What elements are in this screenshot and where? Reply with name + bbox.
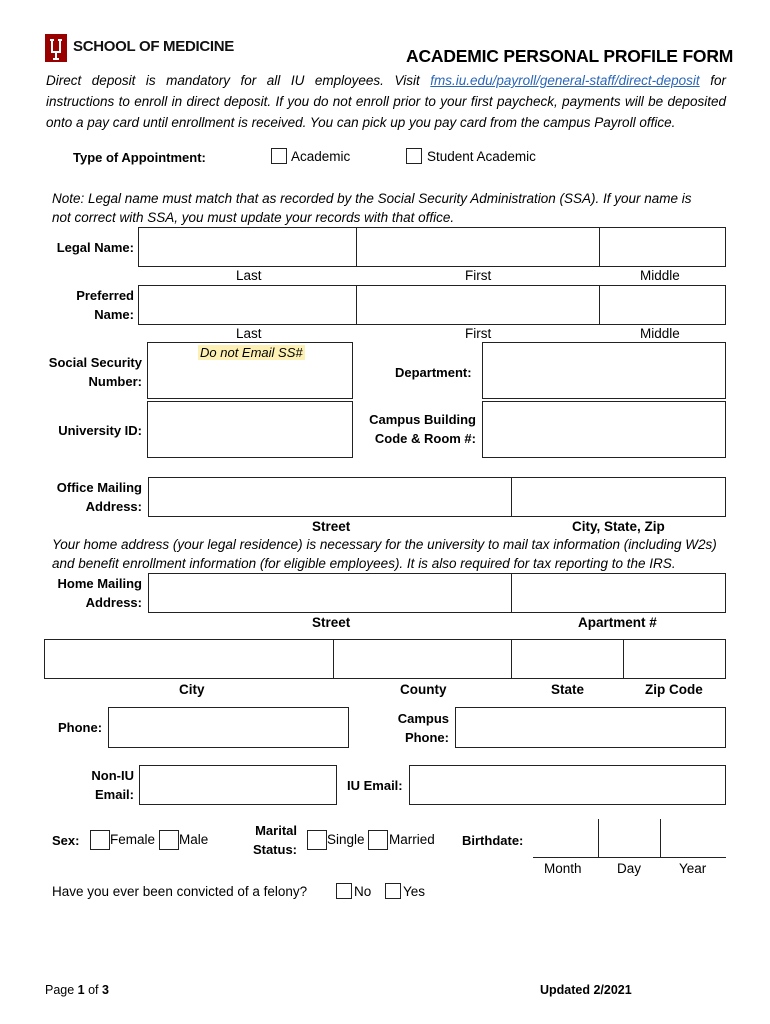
intro-paragraph — [46, 70, 726, 133]
home-state-caption: State — [551, 682, 585, 697]
single-checkbox[interactable] — [307, 830, 327, 850]
non-iu-email-label — [60, 766, 134, 804]
iu-email-label: IU Email: — [347, 778, 403, 793]
home-address-line2: Address: — [85, 595, 142, 610]
trident-icon — [45, 34, 67, 62]
form-title: ACADEMIC PERSONAL PROFILE FORM — [406, 46, 734, 66]
home-county-input[interactable] — [335, 641, 510, 677]
office-address-line1: Office Mailing — [56, 480, 142, 495]
legal-middle-input[interactable] — [601, 229, 725, 265]
department-input[interactable] — [482, 342, 726, 399]
non-iu-email-line1: Non-IU — [91, 768, 134, 783]
single-label: Single — [327, 832, 365, 847]
birthdate-year-caption: Year — [679, 861, 707, 876]
campus-phone-line2: Phone: — [404, 730, 449, 745]
phone-label: Phone: — [58, 720, 103, 735]
iu-logo-mark — [45, 34, 67, 62]
felony-no-label: No — [354, 884, 372, 899]
non-iu-email-input[interactable] — [139, 765, 337, 805]
campus-building-label — [355, 410, 476, 448]
ssn-label-line2: Number: — [88, 374, 142, 389]
felony-no-checkbox[interactable] — [336, 883, 352, 899]
birthdate-month-caption: Month — [544, 861, 582, 876]
preferred-label-line2: Name: — [94, 307, 134, 322]
home-city-input[interactable] — [46, 641, 332, 677]
legal-middle-caption: Middle — [640, 268, 680, 283]
preferred-last-input[interactable] — [140, 287, 355, 323]
married-label: Married — [389, 832, 435, 847]
student-academic-label: Student Academic — [427, 149, 536, 164]
campus-building-line2: Code & Room #: — [374, 431, 476, 446]
legal-last-input[interactable] — [140, 229, 355, 265]
birthdate-month-input[interactable] — [534, 821, 597, 856]
legal-name-note: Note: Legal name must match that as recorded by the Social Security Administration (SSA). If your name is not correct with SSA, you must update your records with that office. — [52, 191, 692, 225]
sex-label: Sex: — [52, 833, 80, 848]
preferred-middle-input[interactable] — [601, 287, 725, 323]
preferred-name-label — [30, 286, 134, 324]
office-address-label — [30, 478, 142, 516]
university-id-input[interactable] — [147, 401, 353, 458]
home-address-label — [30, 574, 142, 612]
office-street-input[interactable] — [150, 479, 510, 515]
marital-line2: Status: — [252, 842, 297, 857]
married-checkbox[interactable] — [368, 830, 388, 850]
home-apartment-input[interactable] — [513, 575, 725, 611]
female-label: Female — [110, 832, 156, 847]
legal-name-label: Legal Name: — [56, 240, 134, 255]
legal-last-caption: Last — [236, 268, 262, 283]
preferred-first-input[interactable] — [358, 287, 598, 323]
birthdate-day-input[interactable] — [600, 821, 659, 856]
campus-building-line1: Campus Building — [369, 412, 476, 427]
female-checkbox[interactable] — [90, 830, 110, 850]
page-current: 1 — [77, 983, 85, 997]
non-iu-email-line2: Email: — [94, 787, 134, 802]
male-label: Male — [179, 832, 209, 847]
home-county-caption: County — [400, 682, 447, 697]
felony-yes-checkbox[interactable] — [385, 883, 401, 899]
phone-input[interactable] — [108, 707, 349, 748]
intro-text-end: for instructions to enroll in direct deposit. If you do not enroll prior to your first paycheck, payments will be deposited onto a pay card until enrollment is received. You can pick up you pay card from the campus Payroll office. — [46, 73, 726, 130]
iu-email-input[interactable] — [409, 765, 726, 805]
preferred-middle-caption: Middle — [640, 326, 680, 341]
home-zip-input[interactable] — [625, 641, 725, 677]
felony-question: Have you ever been convicted of a felony? — [52, 884, 308, 899]
office-street-caption: Street — [312, 519, 351, 534]
home-address-note: Your home address (your legal residence) is necessary for the university to mail tax information (including W2s) and benefit enrollment information (for eligible employees). It is also required for tax reporting to the IRS. — [52, 537, 717, 571]
intro-text-start: Direct deposit is mandatory for all IU employees. Visit — [46, 73, 431, 88]
marital-status-label — [236, 821, 297, 859]
home-street-caption: Street — [312, 615, 351, 630]
preferred-first-caption: First — [465, 326, 492, 341]
campus-phone-line1: Campus — [397, 711, 449, 726]
legal-first-caption: First — [465, 268, 492, 283]
campus-phone-label — [370, 709, 449, 747]
birthdate-year-input[interactable] — [662, 821, 725, 856]
home-street-input[interactable] — [150, 575, 510, 611]
page-prefix: Page — [45, 983, 78, 997]
direct-deposit-link[interactable]: fms.iu.edu/payroll/general-staff/direct-deposit — [430, 73, 700, 88]
preferred-last-caption: Last — [236, 326, 262, 341]
campus-building-input[interactable] — [482, 401, 726, 458]
preferred-label-line1: Preferred — [76, 288, 134, 303]
home-zip-caption: Zip Code — [645, 682, 703, 697]
ssn-label-line1: Social Security — [48, 355, 142, 370]
home-address-line1: Home Mailing — [57, 576, 142, 591]
office-city-state-zip-caption: City, State, Zip — [572, 519, 665, 534]
birthdate-label: Birthdate: — [462, 833, 524, 848]
male-checkbox[interactable] — [159, 830, 179, 850]
school-name: SCHOOL OF MEDICINE — [73, 38, 234, 55]
ssn-warning: Do not Email SS# — [200, 345, 303, 360]
office-city-state-zip-input[interactable] — [513, 479, 725, 515]
page-of: of — [84, 983, 102, 997]
student-academic-checkbox[interactable] — [406, 148, 422, 164]
office-address-line2: Address: — [85, 499, 142, 514]
home-apartment-caption: Apartment # — [578, 615, 657, 630]
academic-checkbox[interactable] — [271, 148, 287, 164]
legal-first-input[interactable] — [358, 229, 598, 265]
updated-date: Updated 2/2021 — [540, 983, 632, 997]
birthdate-day-caption: Day — [617, 861, 642, 876]
appointment-label: Type of Appointment: — [73, 150, 206, 165]
page-number — [45, 983, 109, 997]
campus-phone-input[interactable] — [455, 707, 726, 748]
department-label: Department: — [395, 365, 472, 380]
page-total: 3 — [102, 983, 109, 997]
home-city-caption: City — [179, 682, 205, 697]
home-state-input[interactable] — [513, 641, 622, 677]
ssn-label — [30, 353, 142, 391]
academic-label: Academic — [291, 149, 351, 164]
university-id-label: University ID: — [58, 423, 142, 438]
marital-line1: Marital — [255, 823, 297, 838]
birthdate-underline — [533, 857, 726, 858]
felony-yes-label: Yes — [403, 884, 426, 899]
